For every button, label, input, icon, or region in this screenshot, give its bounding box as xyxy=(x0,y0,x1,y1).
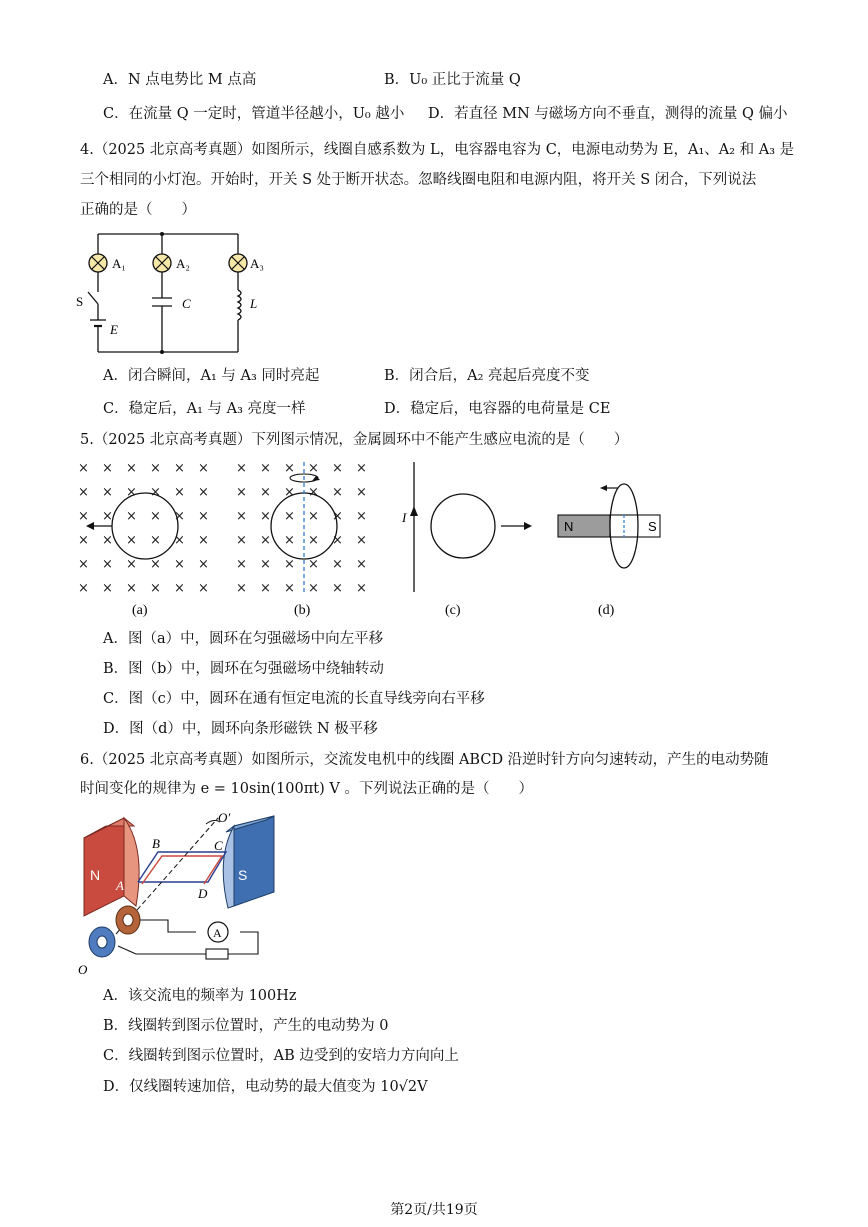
q5-figures xyxy=(70,458,770,618)
field-cross: × xyxy=(126,485,137,500)
option-c-prev[interactable]: C．在流量 Q 一定时，管道半径越小，U₀ 越小 xyxy=(103,106,405,122)
field-cross: × xyxy=(332,461,343,476)
field-cross: × xyxy=(236,509,247,524)
q4-stem-line2: 三个相同的小灯泡。开始时，开关 S 处于断开状态。忽略线圈电阻和电源内阻，将开关 S 闭合，下列说法 xyxy=(80,172,757,188)
figure-label-b: (b) xyxy=(294,603,311,618)
field-cross: × xyxy=(126,581,137,596)
field-cross: × xyxy=(102,485,113,500)
field-cross: × xyxy=(260,533,271,548)
label-a2: A₂ xyxy=(176,256,190,271)
resistor-icon xyxy=(206,949,228,959)
label-a3: A₃ xyxy=(250,256,264,271)
magnetic-field-crosses-b xyxy=(236,461,367,596)
q6-generator-diagram xyxy=(76,808,286,978)
q4-option-b[interactable]: B．闭合后，A₂ 亮起后亮度不变 xyxy=(384,368,590,384)
field-cross: × xyxy=(236,533,247,548)
field-cross: × xyxy=(78,485,89,500)
arrow-right-icon xyxy=(501,522,532,530)
figure-label-c: (c) xyxy=(445,603,461,618)
field-cross: × xyxy=(356,557,367,572)
field-cross: × xyxy=(78,557,89,572)
field-cross: × xyxy=(332,533,343,548)
rotation-arrow-icon xyxy=(290,474,320,482)
q5-option-a[interactable]: A．图（a）中，圆环在匀强磁场中向左平移 xyxy=(103,631,384,647)
field-cross: × xyxy=(236,485,247,500)
q4-circuit-diagram xyxy=(76,228,264,358)
q6-stem-line1: 6.（2025 北京高考真题）如图所示，交流发电机中的线圈 ABCD 沿逆时针方向匀速转动，产生的电动势随 xyxy=(80,752,769,768)
field-cross: × xyxy=(308,461,319,476)
field-cross: × xyxy=(284,485,295,500)
figure-label-d: (d) xyxy=(598,603,615,618)
q6-option-a[interactable]: A．该交流电的频率为 100Hz xyxy=(103,988,297,1004)
coil-label-d: D xyxy=(198,886,208,901)
q6-option-c[interactable]: C．线圈转到图示位置时，AB 边受到的安培力方向向上 xyxy=(103,1048,459,1064)
bulb-a2-icon xyxy=(153,254,171,272)
field-cross: × xyxy=(198,533,209,548)
field-cross: × xyxy=(284,557,295,572)
field-cross: × xyxy=(236,461,247,476)
field-cross: × xyxy=(126,533,137,548)
field-cross: × xyxy=(236,557,247,572)
field-cross: × xyxy=(150,533,161,548)
field-cross: × xyxy=(260,461,271,476)
q6-option-b[interactable]: B．线圈转到图示位置时，产生的电动势为 0 xyxy=(103,1018,389,1034)
field-cross: × xyxy=(332,581,343,596)
field-cross: × xyxy=(198,509,209,524)
q4-stem-line1: 4.（2025 北京高考真题）如图所示，线圈自感系数为 L，电容器电容为 C，电源电动势为 E，A₁、A₂ 和 A₃ 是 xyxy=(80,142,795,158)
field-cross: × xyxy=(284,509,295,524)
field-cross: × xyxy=(174,533,185,548)
field-cross: × xyxy=(174,557,185,572)
field-cross: × xyxy=(198,557,209,572)
field-cross: × xyxy=(174,461,185,476)
label-capacitor: C xyxy=(182,296,191,311)
field-cross: × xyxy=(260,485,271,500)
field-cross: × xyxy=(126,557,137,572)
ring-a xyxy=(112,493,178,559)
bulb-a3-icon xyxy=(229,254,247,272)
magnet-label-n: N xyxy=(564,519,574,534)
field-cross: × xyxy=(198,581,209,596)
field-cross: × xyxy=(102,581,113,596)
field-cross: × xyxy=(174,509,185,524)
field-cross: × xyxy=(150,509,161,524)
q6-stem-line2: 时间变化的规律为 e = 10sin(100πt) V 。下列说法正确的是（ ） xyxy=(80,781,533,797)
pole-label-n: N xyxy=(90,867,101,883)
field-cross: × xyxy=(284,581,295,596)
figure-label-a: (a) xyxy=(132,603,148,618)
ring-c xyxy=(431,494,495,558)
q4-option-d[interactable]: D．稳定后，电容器的电荷量是 CE xyxy=(384,401,611,417)
coil-label-c: C xyxy=(214,838,223,853)
field-cross: × xyxy=(356,461,367,476)
field-cross: × xyxy=(284,461,295,476)
field-cross: × xyxy=(102,557,113,572)
field-cross: × xyxy=(260,509,271,524)
field-cross: × xyxy=(78,461,89,476)
field-cross: × xyxy=(126,509,137,524)
field-cross: × xyxy=(150,581,161,596)
axis-label-o-prime: O′ xyxy=(218,810,231,825)
field-cross: × xyxy=(284,533,295,548)
field-cross: × xyxy=(78,533,89,548)
q4-stem-line3: 正确的是（ ） xyxy=(80,202,196,218)
field-cross: × xyxy=(356,509,367,524)
axis-label-o: O xyxy=(78,962,88,977)
ammeter-label: A xyxy=(213,926,222,940)
field-cross: × xyxy=(308,581,319,596)
q5-option-d[interactable]: D．图（d）中，圆环向条形磁铁 N 极平移 xyxy=(103,721,378,737)
field-cross: × xyxy=(78,581,89,596)
field-cross: × xyxy=(332,485,343,500)
current-arrow-icon xyxy=(410,506,418,516)
field-cross: × xyxy=(356,533,367,548)
ammeter-icon xyxy=(208,922,228,942)
field-cross: × xyxy=(150,557,161,572)
field-cross: × xyxy=(260,557,271,572)
q4-option-c[interactable]: C．稳定后，A₁ 与 A₃ 亮度一样 xyxy=(103,401,306,417)
field-cross: × xyxy=(198,485,209,500)
q5-option-b[interactable]: B．图（b）中，圆环在匀强磁场中绕轴转动 xyxy=(103,661,384,677)
field-cross: × xyxy=(198,461,209,476)
field-cross: × xyxy=(308,485,319,500)
field-cross: × xyxy=(308,509,319,524)
bulb-a1-icon xyxy=(89,254,107,272)
current-label: I xyxy=(402,510,407,525)
field-cross: × xyxy=(126,461,137,476)
field-cross: × xyxy=(356,581,367,596)
page-footer: 第2页/共19页 xyxy=(390,1202,478,1218)
magnetic-field-crosses-a xyxy=(78,461,209,596)
field-cross: × xyxy=(308,557,319,572)
label-inductor: L xyxy=(250,296,258,311)
field-cross: × xyxy=(102,509,113,524)
field-cross: × xyxy=(150,461,161,476)
field-cross: × xyxy=(150,485,161,500)
option-a-prev[interactable]: A．N 点电势比 M 点高 xyxy=(103,72,257,88)
coil-label-b: B xyxy=(152,836,160,851)
field-cross: × xyxy=(332,557,343,572)
label-a1: A₁ xyxy=(112,256,126,271)
magnet-label-s: S xyxy=(648,519,657,534)
q5-stem-line1: 5.（2025 北京高考真题）下列图示情况，金属圆环中不能产生感应电流的是（ ） xyxy=(80,432,629,448)
field-cross: × xyxy=(174,581,185,596)
field-cross: × xyxy=(102,533,113,548)
label-switch: S xyxy=(76,294,84,309)
field-cross: × xyxy=(260,581,271,596)
q4-option-a[interactable]: A．闭合瞬间，A₁ 与 A₃ 同时亮起 xyxy=(103,368,320,384)
field-cross: × xyxy=(356,485,367,500)
label-emf: E xyxy=(110,322,118,337)
field-cross: × xyxy=(308,533,319,548)
field-cross: × xyxy=(174,485,185,500)
arrow-left-small-icon xyxy=(600,485,618,491)
field-cross: × xyxy=(78,509,89,524)
field-cross: × xyxy=(102,461,113,476)
field-cross: × xyxy=(236,581,247,596)
pole-label-s: S xyxy=(238,867,248,883)
option-b-prev[interactable]: B．U₀ 正比于流量 Q xyxy=(384,72,521,88)
option-d-prev[interactable]: D．若直径 MN 与磁场方向不垂直，测得的流量 Q 偏小 xyxy=(428,106,788,122)
q5-option-c[interactable]: C．图（c）中，圆环在通有恒定电流的长直导线旁向右平移 xyxy=(103,691,485,707)
q6-option-d[interactable]: D．仅线圈转速加倍，电动势的最大值变为 10√2V xyxy=(103,1079,428,1095)
coil-label-a: A xyxy=(116,878,124,893)
field-cross: × xyxy=(332,509,343,524)
